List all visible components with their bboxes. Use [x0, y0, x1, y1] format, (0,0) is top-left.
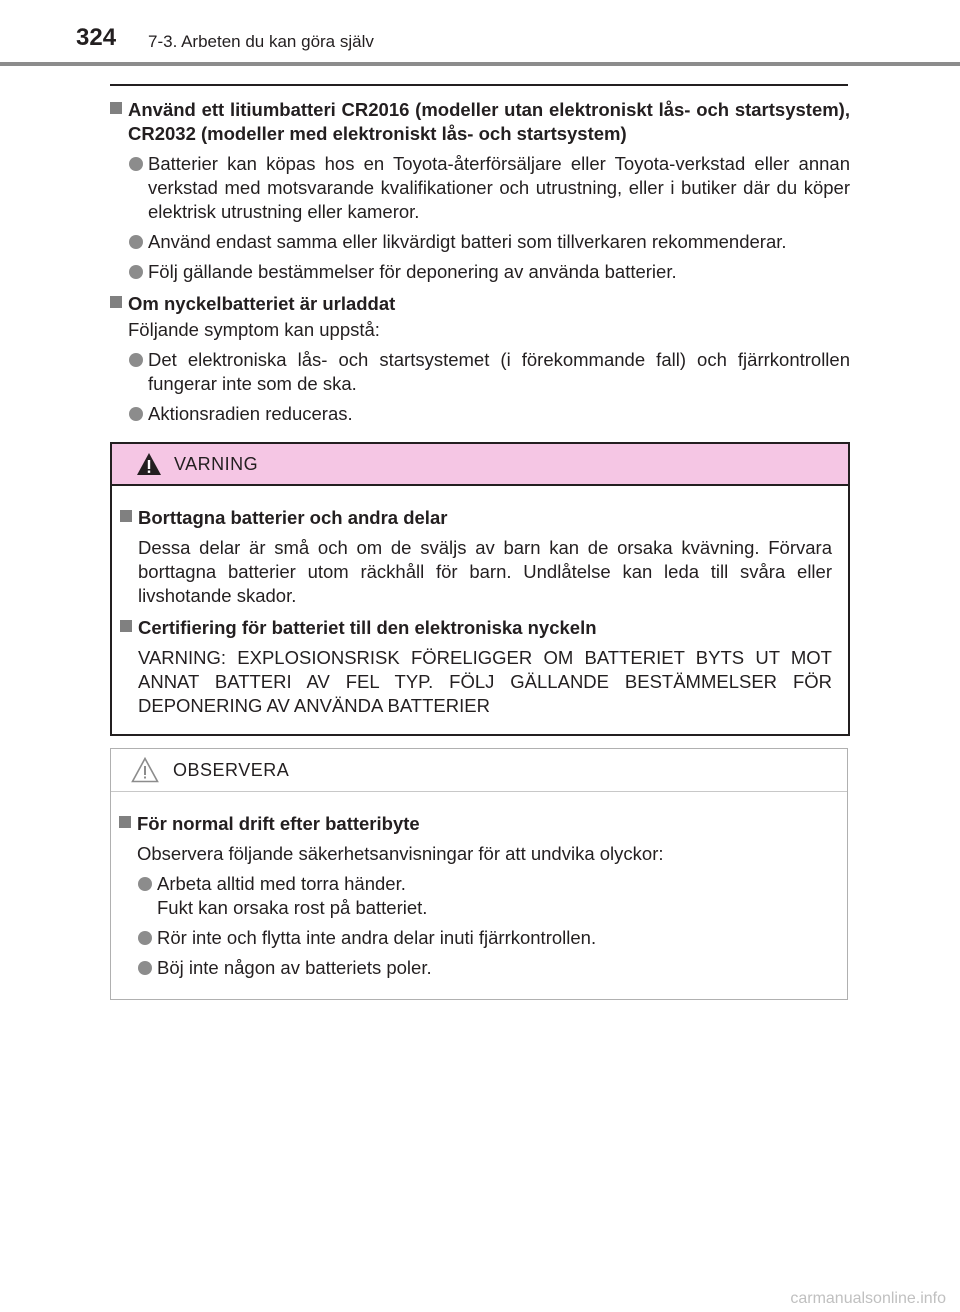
notice-title: OBSERVERA — [173, 760, 290, 780]
watermark: carmanualsonline.info — [790, 1290, 946, 1307]
list-item: Det elektroniska lås- och startsystemet (i förekommande fall) och fjärrkontrollen fungerar inte som de ska. — [110, 348, 850, 396]
warning-header — [112, 444, 848, 486]
notice-heading: För normal drift efter batteribyte — [119, 812, 831, 836]
warning-box — [110, 442, 850, 736]
warning-title: VARNING — [174, 454, 259, 474]
caution-triangle-icon — [131, 757, 159, 783]
page-header — [0, 0, 960, 62]
main-content — [110, 94, 850, 426]
warning-body — [112, 486, 848, 718]
list-item: Böj inte någon av batteriets poler. — [119, 956, 831, 980]
square-bullet-icon — [120, 510, 132, 522]
round-bullet-icon — [138, 931, 152, 945]
round-bullet-icon — [129, 407, 143, 421]
round-bullet-icon — [129, 157, 143, 171]
notice-box — [110, 748, 848, 1000]
warning-item-heading: Borttagna batterier och andra delar — [120, 506, 832, 530]
square-bullet-icon — [110, 102, 122, 114]
list-item: Använd endast samma eller likvärdigt batteri som tillverkaren rekommenderar. — [110, 230, 850, 254]
page-number: 324 — [76, 24, 117, 51]
list-item: Rör inte och flytta inte andra delar inuti fjärrkontrollen. — [119, 926, 831, 950]
round-bullet-icon — [129, 235, 143, 249]
round-bullet-icon — [129, 353, 143, 367]
square-bullet-icon — [120, 620, 132, 632]
section-divider — [110, 84, 848, 86]
list-item: Följ gällande bestämmelser för deponering av använda batterier. — [110, 260, 850, 284]
list-item: Aktionsradien reduceras. — [110, 402, 850, 426]
section-heading-discharged: Om nyckelbatteriet är urladdat — [110, 292, 850, 316]
notice-intro: Observera följande säkerhetsanvisningar för att undvika olyckor: — [137, 843, 664, 864]
list-item: Arbeta alltid med torra händer. Fukt kan orsaka rost på batteriet. — [119, 872, 831, 920]
warning-item-heading: Certifiering för batteriet till den elektroniska nyckeln — [120, 616, 832, 640]
round-bullet-icon — [138, 877, 152, 891]
list-item: Batterier kan köpas hos en Toyota-återförsäljare eller Toyota-verkstad eller annan verkstad med motsvarande kvalifikationer och utrustning, eller i butiker där du köper elektrisk utrustning eller kameror. — [110, 152, 850, 224]
round-bullet-icon — [129, 265, 143, 279]
warning-item-text: VARNING: EXPLOSIONSRISK FÖRELIGGER OM BATTERIET BYTS UT MOT ANNAT BATTERI AV FEL TYP. FÖLJ GÄLLANDE BESTÄMMELSER FÖR DEPONERING AV ANVÄNDA BATTERIER — [138, 647, 832, 716]
square-bullet-icon — [119, 816, 131, 828]
notice-body — [111, 792, 847, 980]
warning-item-text: Dessa delar är små och om de sväljs av barn kan de orsaka kvävning. Förvara borttagna batterier utom räckhåll för barn. Undlåtelse kan leda till svåra eller livshotande skador. — [138, 537, 832, 606]
chapter-title: 7-3. Arbeten du kan göra själv — [148, 32, 374, 51]
square-bullet-icon — [110, 296, 122, 308]
notice-header — [111, 749, 847, 792]
round-bullet-icon — [138, 961, 152, 975]
section-intro: Följande symptom kan uppstå: — [128, 319, 380, 340]
section-heading-battery-type: Använd ett litiumbatteri CR2016 (modeller utan elektroniskt lås- och startsystem), CR2032 (modeller med elektroniskt lås- och startsystem) — [110, 98, 850, 146]
header-divider — [0, 62, 960, 66]
warning-triangle-icon — [136, 452, 162, 476]
